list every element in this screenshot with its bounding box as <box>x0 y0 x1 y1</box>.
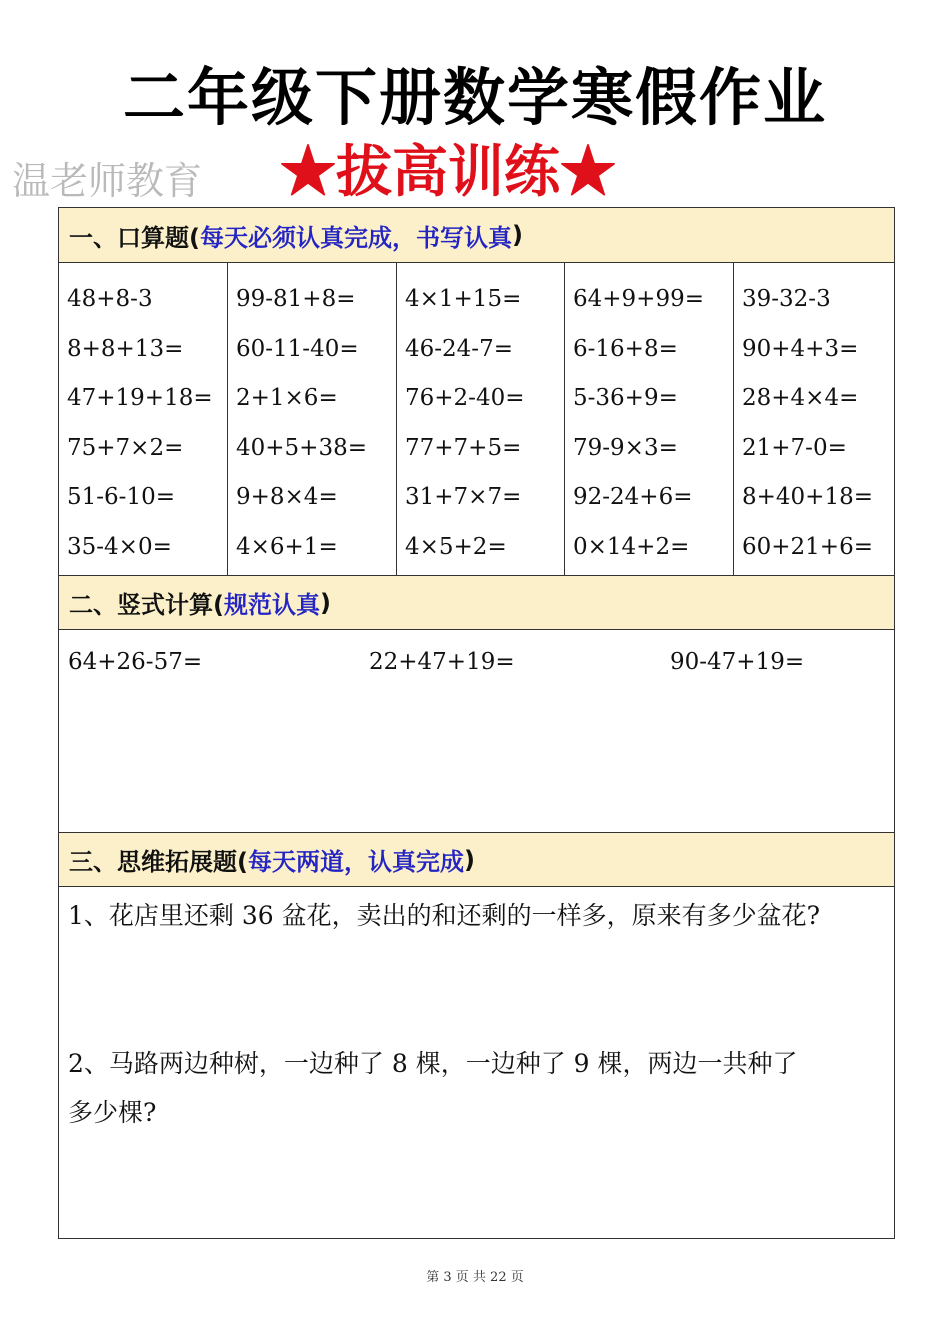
section-3-hint: 每天两道，认真完成 <box>247 848 464 876</box>
math-item: 4×6+1= <box>236 533 338 560</box>
grid-column-2 <box>228 263 397 575</box>
math-item: 4×5+2= <box>405 533 507 560</box>
section-1-close: ) <box>511 221 523 249</box>
math-item: 21+7-0= <box>742 434 847 461</box>
math-item: 6-16+8= <box>573 335 678 362</box>
worksheet-frame <box>58 207 895 1239</box>
math-item: 8+8+13= <box>67 335 184 362</box>
section-2-heading <box>59 576 894 630</box>
vertical-calc-item: 64+26-57= <box>68 649 203 675</box>
watermark-text: 温老师教育 <box>12 159 203 203</box>
page-title: 二年级下册数学寒假作业 <box>122 61 827 134</box>
math-item: 9+8×4= <box>236 484 338 511</box>
math-item: 99-81+8= <box>236 286 356 312</box>
math-item: 90+4+3= <box>742 335 859 362</box>
grid-column-4 <box>565 263 734 575</box>
section-3-title: 三、思维拓展题( <box>69 848 248 876</box>
word-problem-2-continued: 多少棵? <box>68 1098 157 1127</box>
page-number: 第 3 页 共 22 页 <box>426 1270 524 1285</box>
section-1-heading <box>59 208 894 263</box>
math-item: 92-24+6= <box>573 484 693 511</box>
math-item: 35-4×0= <box>67 533 172 560</box>
math-item: 40+5+38= <box>236 434 367 461</box>
grid-column-5 <box>734 263 894 575</box>
math-item: 28+4×4= <box>742 385 859 412</box>
math-item: 51-6-10= <box>67 484 175 511</box>
math-item: 60-11-40= <box>236 335 359 362</box>
grid-column-3 <box>397 263 565 575</box>
math-item: 77+7+5= <box>405 434 522 461</box>
math-item: 48+8-3 <box>67 286 153 312</box>
math-item: 2+1×6= <box>236 385 338 412</box>
math-item: 60+21+6= <box>742 533 873 560</box>
grid-column-1 <box>59 263 228 575</box>
math-item: 4×1+15= <box>405 286 522 312</box>
math-item: 64+9+99= <box>573 286 704 312</box>
math-item: 47+19+18= <box>67 385 213 412</box>
math-item: 75+7×2= <box>67 434 184 461</box>
math-item: 76+2-40= <box>405 385 525 412</box>
subtitle: ★拔高训练★ <box>280 139 616 205</box>
mental-math-grid <box>59 263 894 575</box>
vertical-calc-row <box>59 642 894 682</box>
math-item: 79-9×3= <box>573 434 678 461</box>
section-3-close: ) <box>463 845 475 874</box>
math-item: 46-24-7= <box>405 335 513 362</box>
section-3-heading <box>59 833 894 887</box>
vertical-calc-item: 90-47+19= <box>670 649 805 675</box>
vertical-calc-item: 22+47+19= <box>369 649 515 675</box>
section-1-hint: 每天必须认真完成，书写认真 <box>199 223 512 252</box>
word-problem-1: 1、花店里还剩 36 盆花，卖出的和还剩的一样多，原来有多少盆花? <box>68 901 821 930</box>
math-item: 31+7×7= <box>405 484 522 511</box>
section-1-title: 一、口算题( <box>69 223 200 252</box>
math-item: 5-36+9= <box>573 385 678 412</box>
math-item: 8+40+18= <box>742 484 873 511</box>
word-problem-2: 2、马路两边种树，一边种了 8 棵，一边种了 9 棵，两边一共种了 <box>68 1049 798 1078</box>
section-2-close: ) <box>319 588 331 617</box>
math-item: 39-32-3 <box>742 286 831 312</box>
section-2-title: 二、竖式计算( <box>69 591 224 619</box>
section-2-hint: 规范认真 <box>223 591 320 619</box>
math-item: 0×14+2= <box>573 533 690 560</box>
